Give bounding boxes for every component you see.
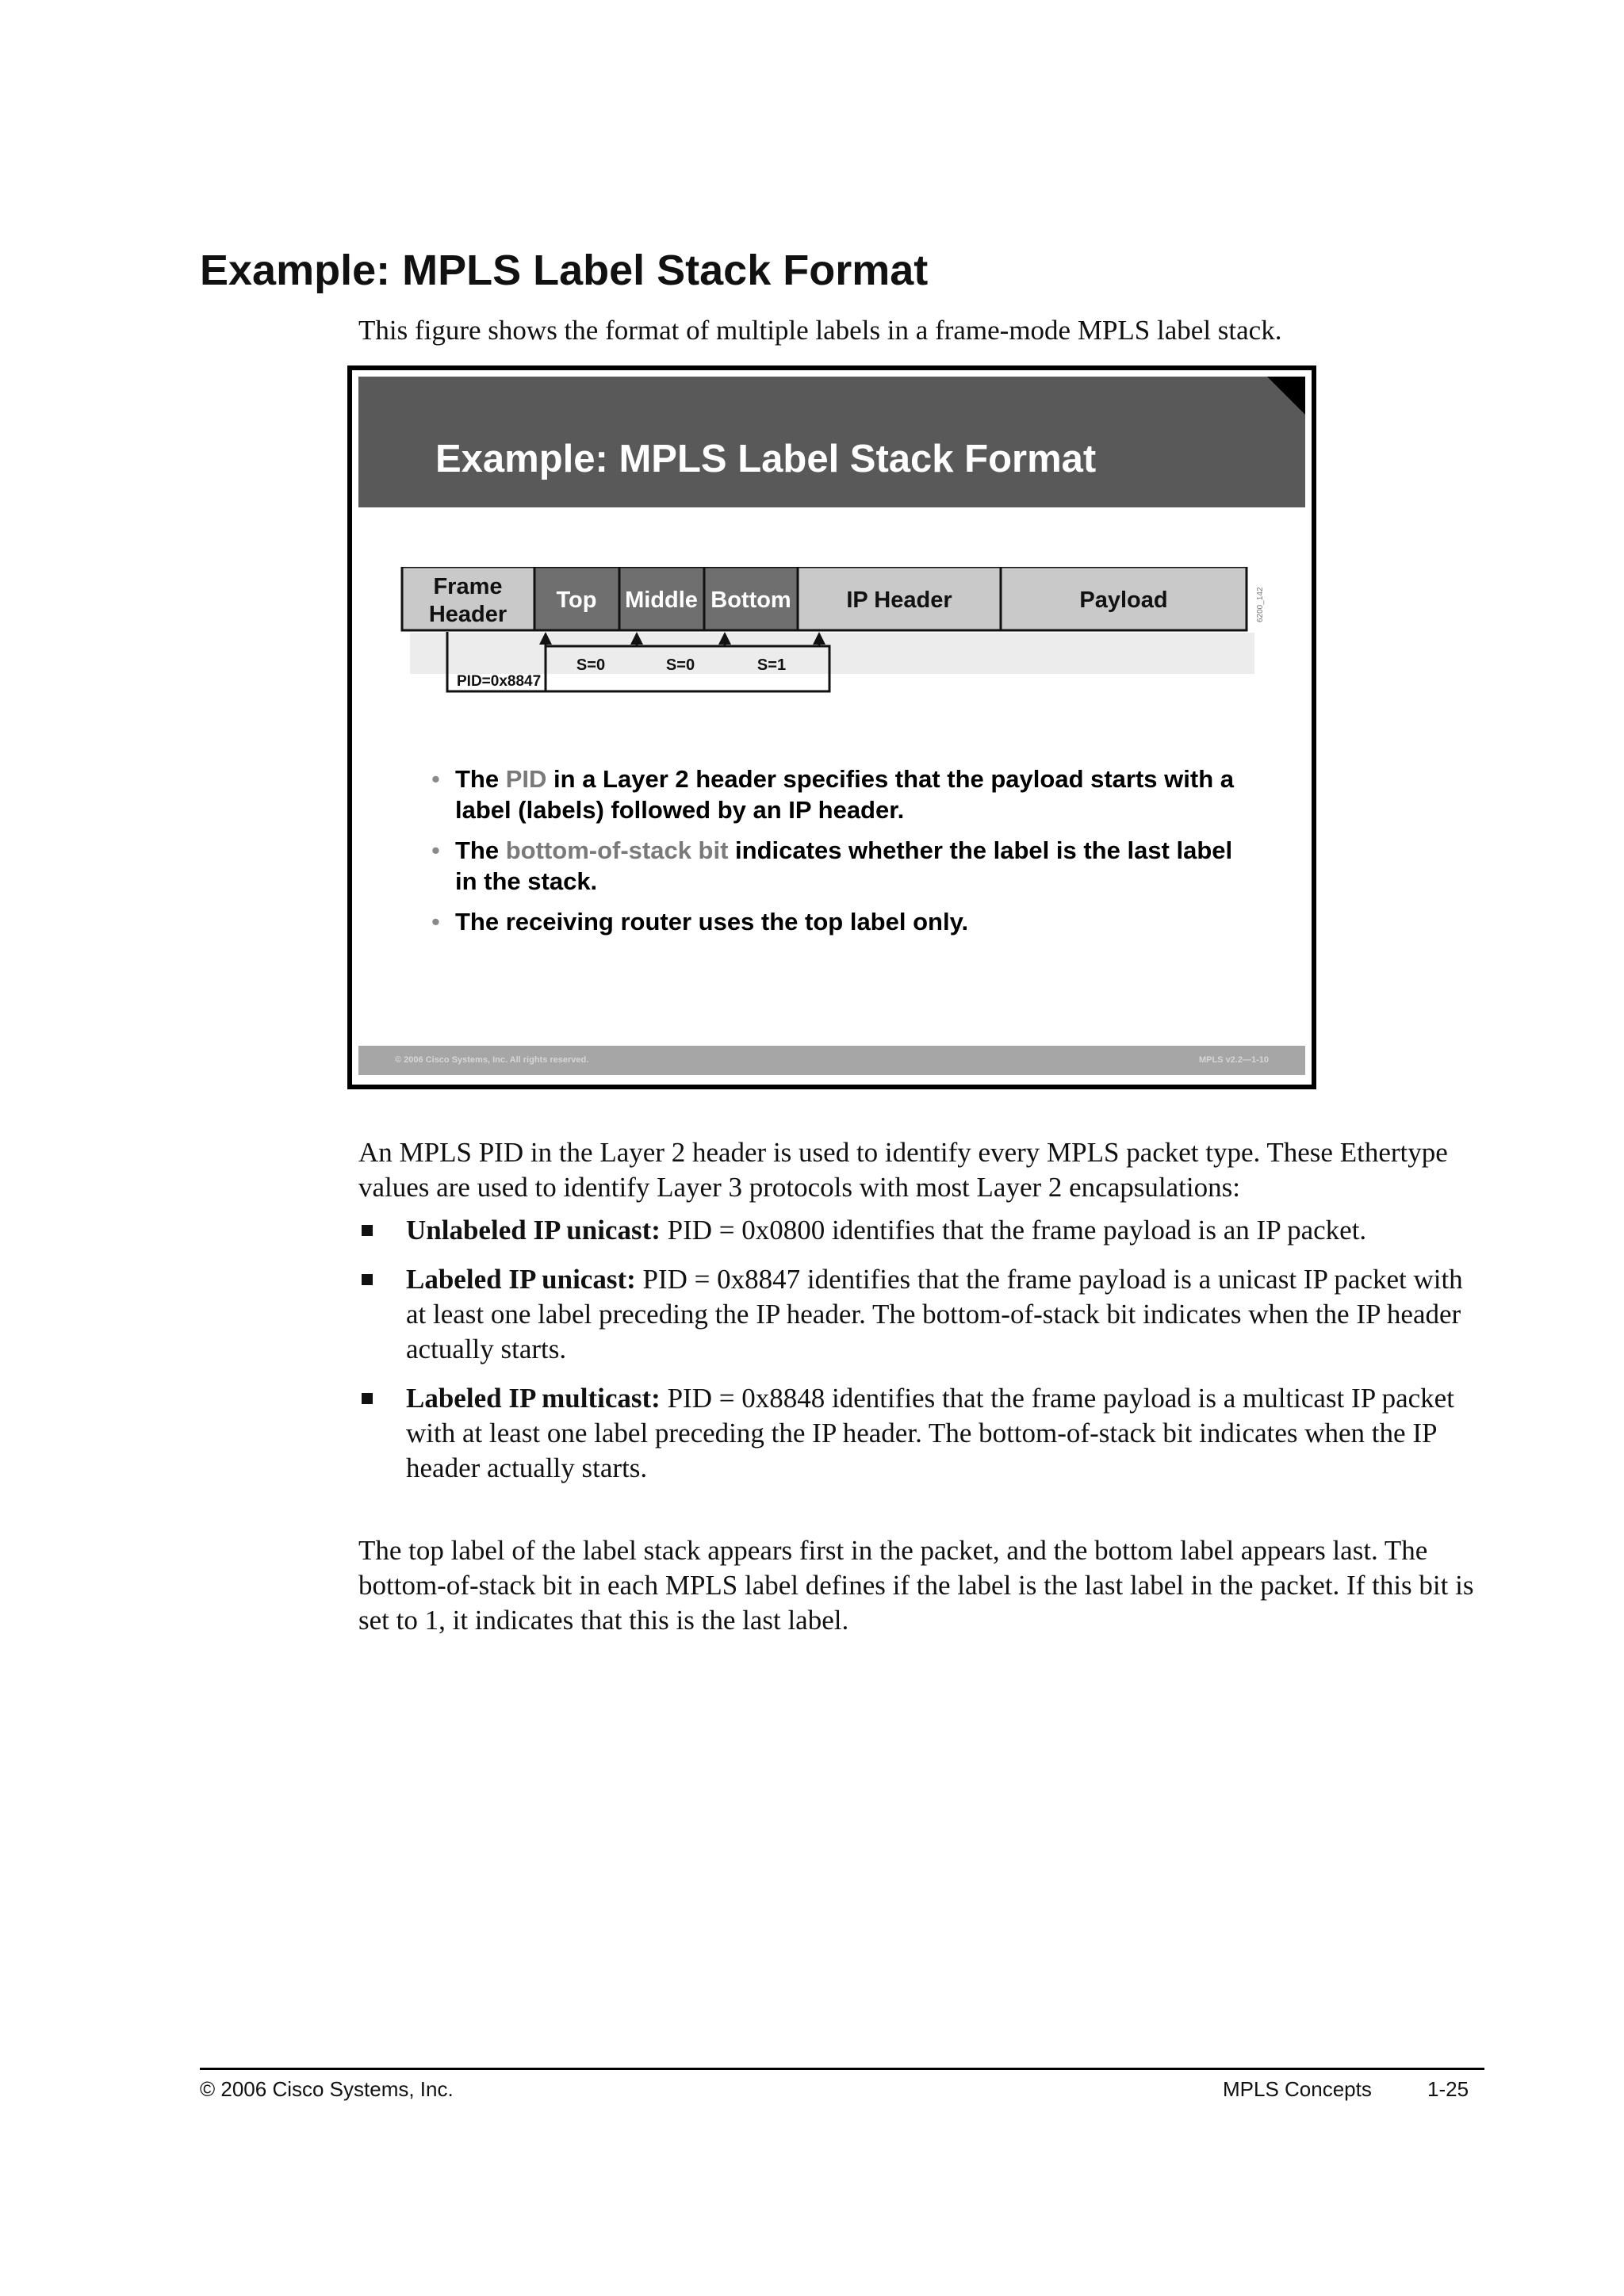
middle-label-text: Middle: [625, 587, 698, 613]
bullet-dot: •: [431, 765, 440, 793]
paragraph-label-order: The top label of the label stack appears first in the packet, and the bottom label appears last. The bottom-of-stack bit in each MPLS label defines if the label is the last label in the packet. If this bit is set to 1, it indicates that this is the last label.: [358, 1535, 1474, 1636]
s-bit-middle-label: S=0: [665, 656, 695, 674]
square-bullet-icon: [362, 1274, 373, 1285]
list-item: Labeled IP multicast: PID = 0x8848 identifies that the frame payload is a multicast IP packet with at least one label preceding the IP header. The bottom-of-stack bit indicates when the IP header actually starts.: [358, 1381, 1484, 1486]
figure-id: 6200_142: [1256, 587, 1265, 622]
label-stack-diagram: [358, 567, 1305, 702]
s-bit-top-label: S=0: [576, 656, 606, 674]
footer-rule: [200, 2068, 1484, 2070]
slide-copyright: © 2006 Cisco Systems, Inc. All rights reserved.: [395, 1055, 589, 1065]
slide-bullet: • The bottom-of-stack bit indicates whether the label is the last label in the stack.: [431, 836, 1233, 895]
s-bit-bottom-label: S=1: [756, 656, 787, 674]
frame-header-label-line1: Frame: [433, 574, 503, 599]
list-item: Unlabeled IP unicast: PID = 0x0800 identifies that the frame payload is an IP packet.: [358, 1213, 1484, 1248]
footer-page-number: 1-25: [1427, 2077, 1469, 2101]
highlight-term: PID: [505, 765, 547, 793]
intro-text: This figure shows the format of multiple labels in a frame-mode MPLS label stack.: [358, 315, 1282, 346]
slide-corner-mark: [1267, 377, 1305, 415]
slide-header: [358, 377, 1305, 507]
slide-figure: [347, 365, 1316, 1089]
slide-bullet: • The PID in a Layer 2 header specifies that the payload starts with a label (labels) followed by an IP header.: [431, 765, 1234, 824]
list-item: Labeled IP unicast: PID = 0x8847 identifies that the frame payload is a unicast IP packet with at least one label preceding the IP header. The bottom-of-stack bit indicates when the IP header actually starts.: [358, 1262, 1484, 1367]
ip-header-label: IP Header: [846, 587, 952, 613]
frame-header-label-line2: Header: [428, 602, 508, 627]
bullet-dot: •: [431, 908, 440, 936]
slide-bullet-list: [431, 763, 1248, 947]
pid-type-list: [358, 1213, 1484, 1500]
slide-title: Example: MPLS Label Stack Format: [435, 438, 1097, 480]
slide-version: MPLS v2.2—1-10: [1198, 1055, 1269, 1065]
payload-label: Payload: [1079, 587, 1168, 613]
section-title: Example: MPLS Label Stack Format: [200, 247, 929, 294]
square-bullet-icon: [362, 1225, 373, 1236]
footer-section: MPLS Concepts: [1223, 2077, 1372, 2101]
bullet-dot: •: [431, 836, 440, 864]
slide-footer: [358, 1046, 1305, 1075]
paragraph-pid-intro: An MPLS PID in the Layer 2 header is used to identify every MPLS packet type. These Ethertype values are used to identify Layer 3 protocols with most Layer 2 encapsulations:: [358, 1137, 1448, 1203]
highlight-term: bottom-of-stack bit: [505, 836, 729, 864]
diagram-shadow: [410, 633, 1254, 674]
slide-content: [358, 377, 1305, 1075]
pid-label: PID=0x8847: [457, 673, 542, 690]
square-bullet-icon: [362, 1393, 373, 1404]
bottom-label-text: Bottom: [710, 587, 791, 613]
slide-bullet: • The receiving router uses the top label only.: [431, 908, 969, 936]
footer-copyright: © 2006 Cisco Systems, Inc.: [200, 2077, 454, 2101]
top-label-text: Top: [556, 587, 597, 613]
